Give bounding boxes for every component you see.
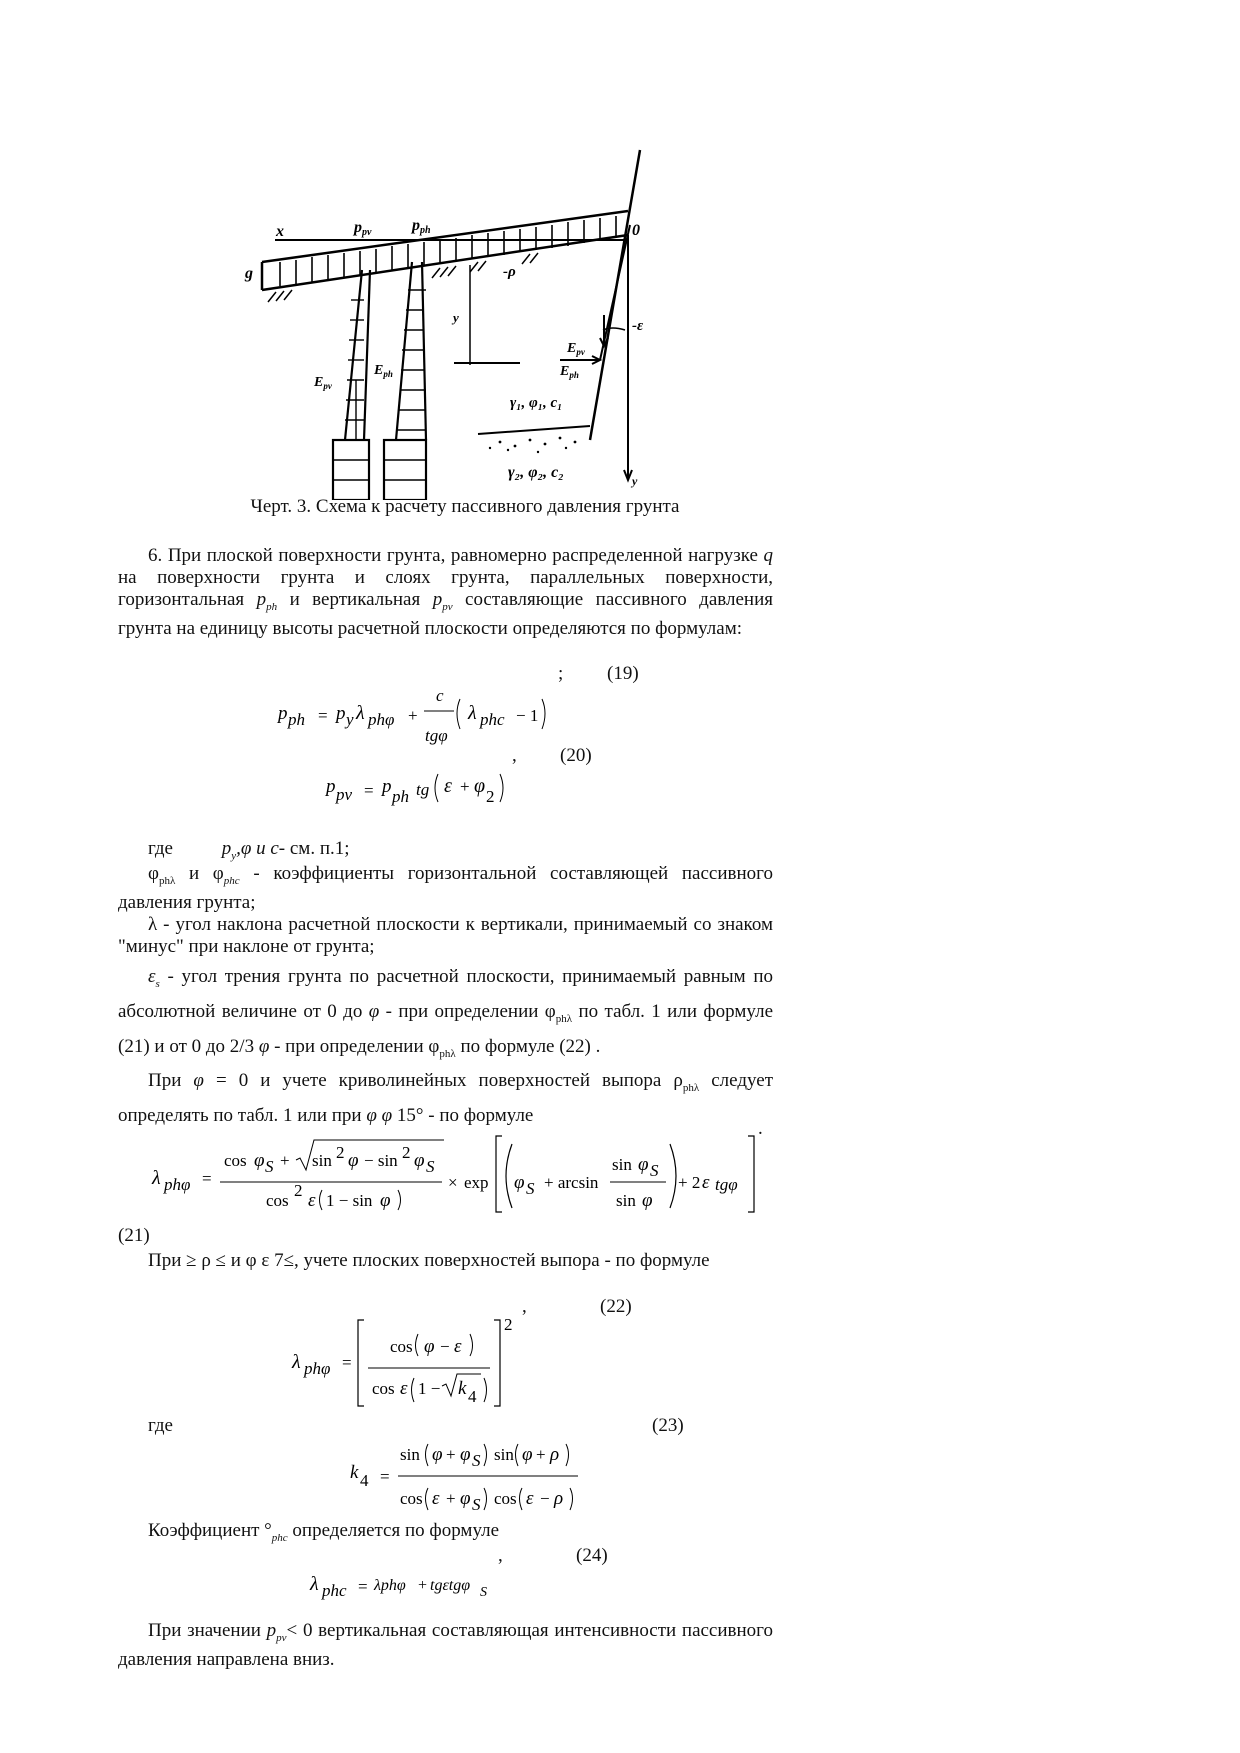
svg-text:pv: pv xyxy=(336,785,353,804)
label-layer1: γ₁, φ₁, c₁ xyxy=(510,395,563,411)
svg-text:+: + xyxy=(446,1445,456,1464)
p6-text-1: 6. При плоской поверхности грунта, равномерно распределенной нагрузке xyxy=(148,545,764,566)
svg-text:2: 2 xyxy=(336,1143,345,1162)
svg-text:cos: cos xyxy=(390,1337,413,1356)
svg-text:+: + xyxy=(536,1445,546,1464)
svg-text:=: = xyxy=(364,781,374,800)
svg-text:sin: sin xyxy=(494,1445,514,1464)
label-g: g xyxy=(245,265,253,282)
svg-text:−: − xyxy=(440,1337,450,1356)
label-x: x xyxy=(276,223,284,240)
svg-text:ph: ph xyxy=(392,787,409,806)
svg-text:φ: φ xyxy=(254,1150,265,1171)
svg-text:S: S xyxy=(472,1451,481,1470)
svg-text:φ: φ xyxy=(460,1488,471,1509)
svg-text:+: + xyxy=(418,1577,428,1594)
svg-text:phc: phc xyxy=(480,710,505,729)
svg-text:λ: λ xyxy=(356,702,365,724)
definition-phi-zero: При φ = 0 и учете криволинейных поверхностей выпора $\rho_{ph\lambda}$ следует определять по табл. 1 или при φ φ 15° - по формуле xyxy=(118,1070,773,1126)
svg-text:φ: φ xyxy=(638,1154,649,1175)
svg-text:=: = xyxy=(380,1467,390,1486)
svg-text:tgεtgφ: tgεtgφ xyxy=(430,1577,471,1594)
label-epv-left: $E_{pv}$ xyxy=(314,375,332,391)
svg-text:φ: φ xyxy=(460,1444,471,1465)
label-eph-right: $E_{ph}$ xyxy=(560,364,579,380)
svg-text:1 −: 1 − xyxy=(418,1379,441,1398)
svg-text:sin: sin xyxy=(612,1155,632,1174)
svg-text:φ: φ xyxy=(522,1444,533,1465)
svg-text:×: × xyxy=(448,1173,458,1192)
svg-text:λ: λ xyxy=(310,1573,319,1595)
final-paragraph: При значении $p_{pv}< 0$ вертикальная составляющая интенсивности пассивного давления направлена вниз. xyxy=(118,1620,773,1670)
svg-text:4: 4 xyxy=(360,1471,369,1490)
p6-text-4: составляющие пассивного давления грунта на единицу высоты расчетной плоскости определяются по формулам: xyxy=(118,589,773,639)
svg-text:phc: phc xyxy=(322,1581,347,1600)
svg-text:k: k xyxy=(350,1462,359,1483)
svg-text:=: = xyxy=(318,706,328,725)
scheme-drawing xyxy=(230,140,670,500)
where1-lead: где xyxy=(148,838,173,859)
svg-text:+: + xyxy=(280,1151,290,1170)
p6-text-2: на поверхности грунта и слоях грунта, параллельных поверхности, горизонтальная xyxy=(118,567,773,610)
label-y-dimension: y xyxy=(453,310,459,325)
svg-text:cos: cos xyxy=(224,1151,247,1170)
svg-text:sin: sin xyxy=(616,1191,636,1210)
svg-text:λphφ: λphφ xyxy=(374,1577,406,1594)
svg-text:sin: sin xyxy=(400,1445,420,1464)
eq22-number: (22) xyxy=(600,1296,632,1317)
paragraph-6 xyxy=(118,545,773,640)
label-ppv: ppv xyxy=(354,219,372,238)
p6-ppv: $p_{pv}$ xyxy=(432,589,453,613)
svg-text:− sin: − sin xyxy=(364,1151,398,1170)
svg-text:φ: φ xyxy=(424,1336,435,1357)
svg-text:ε: ε xyxy=(308,1190,316,1211)
where1-vars: $p_y,\varphi$ и c xyxy=(221,838,279,862)
svg-text:ε: ε xyxy=(432,1488,440,1509)
label-minus-eps: -ε xyxy=(632,318,644,334)
svg-text:c: c xyxy=(436,686,444,705)
svg-text:φ: φ xyxy=(642,1190,653,1211)
label-y-axis: y xyxy=(632,474,638,488)
svg-text:φ: φ xyxy=(380,1190,391,1211)
svg-text:2: 2 xyxy=(486,787,495,806)
svg-text:tgφ: tgφ xyxy=(425,726,448,745)
where1-tail: - см. п.1; xyxy=(278,838,350,859)
eq24-separator: , xyxy=(498,1545,503,1566)
svg-text:φ: φ xyxy=(414,1150,425,1171)
svg-text:phφ: phφ xyxy=(368,710,395,729)
formula-19 xyxy=(270,683,570,745)
svg-text:cos: cos xyxy=(266,1191,289,1210)
svg-text:φ: φ xyxy=(348,1150,359,1171)
svg-text:p: p xyxy=(278,703,288,724)
eq19-separator: ; xyxy=(558,663,564,684)
svg-text:− 1: − 1 xyxy=(516,706,539,725)
formula-23 xyxy=(348,1436,598,1516)
label-pph: pph xyxy=(412,217,431,236)
svg-text:2: 2 xyxy=(294,1181,303,1200)
formula-22 xyxy=(290,1312,530,1408)
label-layer2: γ₂, φ₂, c₂ xyxy=(508,464,564,481)
svg-text:S: S xyxy=(650,1161,659,1180)
eq24-number: (24) xyxy=(576,1545,608,1566)
svg-text:−: − xyxy=(540,1489,550,1508)
eq20-number: (20) xyxy=(560,745,592,766)
definition-flat-surfaces: При ≥ ρ ≤ и φ ε 7≤, учете плоских поверхностей выпора - по формуле xyxy=(148,1250,710,1271)
svg-text:cos: cos xyxy=(372,1379,395,1398)
coefficient-line: Коэффициент $^\circ_{phc}$ определяется по формуле xyxy=(148,1520,500,1544)
eq22-separator: , xyxy=(522,1296,527,1317)
svg-text:S: S xyxy=(472,1495,481,1514)
svg-text:ρ: ρ xyxy=(550,1444,560,1465)
svg-text:sin: sin xyxy=(312,1151,332,1170)
svg-text:φ: φ xyxy=(514,1172,525,1193)
svg-text:S: S xyxy=(480,1585,487,1600)
label-o: 0 xyxy=(632,222,640,239)
svg-text:ε: ε xyxy=(526,1488,534,1509)
svg-text:phφ: phφ xyxy=(304,1359,331,1378)
svg-text:+ 2: + 2 xyxy=(678,1173,701,1192)
svg-text:cos: cos xyxy=(494,1489,517,1508)
eq21-dot: . xyxy=(758,1118,763,1139)
eq20-separator: , xyxy=(512,745,517,766)
svg-text:ρ: ρ xyxy=(554,1488,564,1509)
eq21-number: (21) xyxy=(118,1225,150,1246)
formula-21 xyxy=(150,1132,760,1214)
svg-text:λ: λ xyxy=(468,702,477,724)
svg-text:ε: ε xyxy=(444,775,452,797)
label-epv-right: $E_{pv}$ xyxy=(567,341,585,357)
svg-text:+: + xyxy=(446,1489,456,1508)
svg-text:S: S xyxy=(426,1157,435,1176)
formula-24 xyxy=(308,1566,508,1606)
svg-text:=: = xyxy=(358,1577,368,1596)
svg-text:=: = xyxy=(342,1353,352,1372)
svg-text:φ: φ xyxy=(474,775,486,797)
svg-text:λ: λ xyxy=(292,1351,301,1373)
svg-text:y: y xyxy=(346,710,354,729)
formula-20 xyxy=(320,770,520,810)
p6-text-3: и вертикальная xyxy=(277,589,433,610)
svg-text:+ arcsin: + arcsin xyxy=(544,1173,599,1192)
svg-text:S: S xyxy=(265,1157,274,1176)
svg-text:phφ: phφ xyxy=(164,1175,191,1194)
definition-lambda: λ - угол наклона расчетной плоскости к вертикали, принимаемый со знаком "минус" при наклоне от грунта; xyxy=(118,914,773,957)
svg-text:2: 2 xyxy=(402,1143,411,1162)
eq19-number: (19) xyxy=(607,663,639,684)
where-line-2: где xyxy=(148,1415,173,1436)
svg-text:tg: tg xyxy=(416,780,430,799)
svg-text:+: + xyxy=(408,706,418,725)
p6-q: q xyxy=(763,545,773,566)
svg-text:2: 2 xyxy=(504,1315,513,1334)
svg-text:p: p xyxy=(336,703,346,724)
svg-text:ε: ε xyxy=(400,1378,408,1399)
svg-text:tgφ: tgφ xyxy=(715,1175,738,1194)
label-eph-left: $E_{ph}$ xyxy=(374,363,393,379)
definition-phi: $\varphi_{ph\lambda}$ и $\varphi_{phc}$ - коэффициенты горизонтальной составляющей пассивного давления грунта; xyxy=(118,863,773,913)
svg-text:p: p xyxy=(382,776,392,797)
svg-text:φ: φ xyxy=(432,1444,443,1465)
svg-text:cos: cos xyxy=(400,1489,423,1508)
figure-soil-pressure-scheme xyxy=(230,140,670,500)
p6-pph: $p_{ph}$ xyxy=(256,589,278,613)
svg-text:4: 4 xyxy=(468,1387,477,1406)
svg-text:+: + xyxy=(460,777,470,796)
svg-text:ε: ε xyxy=(454,1336,462,1357)
eq23-number: (23) xyxy=(652,1415,684,1436)
svg-text:exp: exp xyxy=(464,1173,489,1192)
svg-text:=: = xyxy=(202,1169,212,1188)
definition-eps: $\varepsilon_s$ - угол трения грунта по расчетной плоскости, принимаемый равным по абсолютной величине от 0 до φ - при определении $\varphi_{ph\lambda}$ по табл. 1 или формуле (21) и от 0 до 2/3 φ - при определении $\varphi_{ph\lambda}$ по формуле (22) . xyxy=(118,966,774,1060)
svg-text:p: p xyxy=(326,776,336,797)
svg-text:S: S xyxy=(526,1179,535,1198)
svg-text:1 − sin: 1 − sin xyxy=(326,1191,373,1210)
svg-text:k: k xyxy=(458,1378,467,1399)
label-minus-rho: -ρ xyxy=(503,264,516,280)
svg-text:ph: ph xyxy=(288,710,305,729)
figure-caption: Черт. 3. Схема к расчету пассивного давления грунта xyxy=(250,496,680,517)
svg-text:ε: ε xyxy=(702,1172,710,1193)
svg-text:λ: λ xyxy=(152,1167,161,1189)
